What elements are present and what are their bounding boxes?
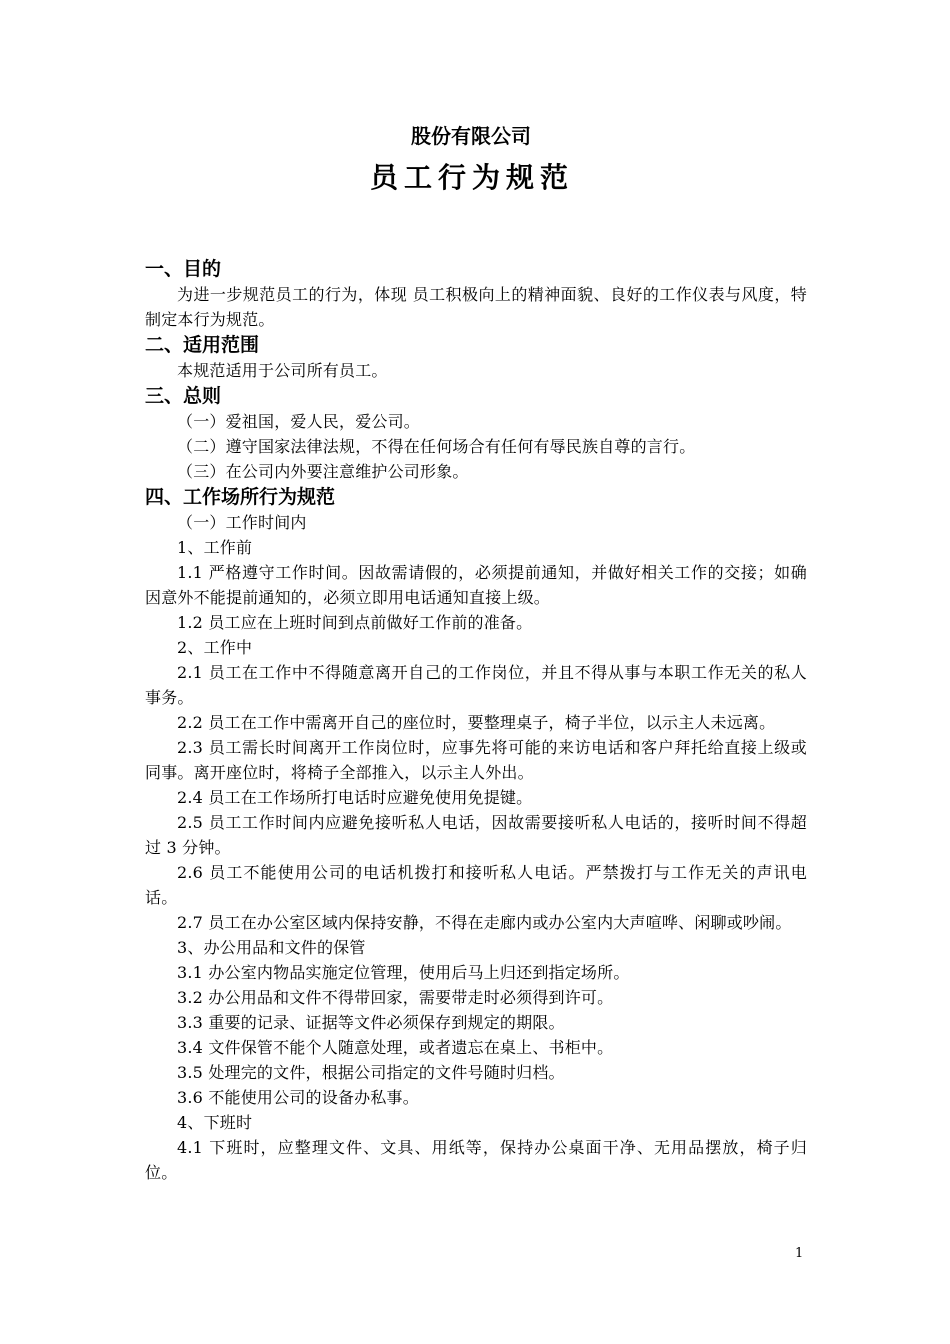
- paragraph: 为进一步规范员工的行为，体现 员工积极向上的精神面貌、良好的工作仪表与风度，特制定本行为规范。: [145, 285, 807, 329]
- document-page: [145, 118, 807, 1185]
- document-body: [145, 256, 807, 1185]
- paragraph: （一）工作时间内: [177, 513, 307, 532]
- company-name: 股份有限公司: [411, 124, 531, 148]
- paragraph: 2.3 员工需长时间离开工作岗位时，应事先将可能的来访电话和客户拜托给直接上级或同事。离开座位时，将椅子全部推入，以示主人外出。: [145, 738, 807, 782]
- paragraph: 2.4 员工在工作场所打电话时应避免使用免提键。: [177, 788, 533, 807]
- paragraph: 3、办公用品和文件的保管: [177, 938, 366, 957]
- section-heading-general: 三、总则: [145, 385, 222, 407]
- paragraph: 2.1 员工在工作中不得随意离开自己的工作岗位，并且不得从事与本职工作无关的私人事务。: [145, 663, 807, 707]
- paragraph: 2、工作中: [177, 638, 253, 657]
- paragraph: 3.3 重要的记录、证据等文件必须保存到规定的期限。: [177, 1013, 565, 1032]
- paragraph: 1、工作前: [177, 538, 253, 557]
- paragraph: 3.5 处理完的文件，根据公司指定的文件号随时归档。: [177, 1063, 565, 1082]
- paragraph: 1.1 严格遵守工作时间。因故需请假的，必须提前通知，并做好相关工作的交接；如确因意外不能提前通知的，必须立即用电话通知直接上级。: [145, 563, 807, 607]
- paragraph: 2.5 员工工作时间内应避免接听私人电话，因故需要接听私人电话的，接听时间不得超过 3 分钟。: [145, 813, 807, 857]
- paragraph: 3.4 文件保管不能个人随意处理，或者遗忘在桌上、书柜中。: [177, 1038, 614, 1057]
- paragraph: 4.1 下班时，应整理文件、文具、用纸等，保持办公桌面干净、无用品摆放，椅子归位。: [145, 1138, 807, 1182]
- paragraph: （三）在公司内外要注意维护公司形象。: [177, 462, 469, 481]
- section-heading-purpose: 一、目的: [145, 258, 222, 280]
- paragraph: 4、下班时: [177, 1113, 253, 1132]
- paragraph: 2.2 员工在工作中需离开自己的座位时，要整理桌子，椅子半位，以示主人未远离。: [177, 713, 776, 732]
- paragraph: （二）遵守国家法律法规，不得在任何场合有任何有辱民族自尊的言行。: [177, 437, 696, 456]
- paragraph: 本规范适用于公司所有员工。: [177, 361, 388, 380]
- paragraph: 2.7 员工在办公室区域内保持安静，不得在走廊内或办公室内大声喧哗、闲聊或吵闹。: [177, 913, 792, 932]
- paragraph: （一）爱祖国，爱人民，爱公司。: [177, 412, 421, 431]
- section-heading-workplace: 四、工作场所行为规范: [145, 486, 336, 508]
- document-title: 员工行为规范: [369, 161, 574, 194]
- paragraph: 2.6 员工不能使用公司的电话机拨打和接听私人电话。严禁拨打与工作无关的声讯电话。: [145, 863, 807, 907]
- paragraph: 3.2 办公用品和文件不得带回家，需要带走时必须得到许可。: [177, 988, 614, 1007]
- paragraph: 3.1 办公室内物品实施定位管理，使用后马上归还到指定场所。: [177, 963, 630, 982]
- paragraph: 3.6 不能使用公司的设备办私事。: [177, 1088, 419, 1107]
- section-heading-scope: 二、适用范围: [145, 334, 260, 356]
- page-number: 1: [795, 1246, 804, 1261]
- paragraph: 1.2 员工应在上班时间到点前做好工作前的准备。: [177, 613, 533, 632]
